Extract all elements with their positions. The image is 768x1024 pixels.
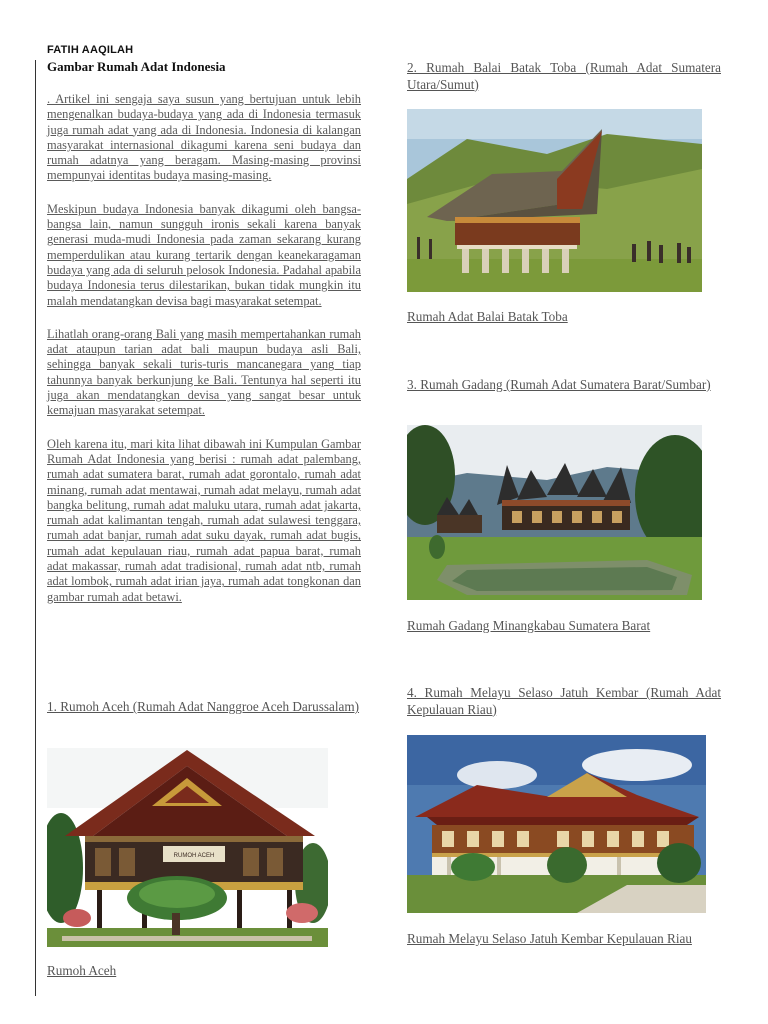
left-column — [47, 92, 361, 623]
intro-paragraph: . Artikel ini sengaja saya susun yang bertujuan untuk lebih mengenalkan budaya-budaya yang ada di Indonesia termasuk juga rumah adat yang ada di Indonesia. Indonesia di kalangan masyarakat internasional dikagumi karena seni budaya dan rumah adatnya yang beragam. Masing-masing provinsi mempunyai identitas budaya masing-masing. — [47, 92, 361, 183]
rumah-gadang-photo — [407, 425, 702, 600]
caption-batak-toba: Rumah Adat Balai Batak Toba — [407, 309, 568, 324]
caption-rumoh-aceh: Rumoh Aceh — [47, 963, 117, 978]
body-paragraph-2: Meskipun budaya Indonesia banyak dikagumi oleh bangsa-bangsa lain, namun sungguh ironis sekali karena banyak generasi muda-mudi Indonesia pada zaman sekarang kurang memperdulikan atau kurang tertarik dengan keanekaragaman budaya yang ada di seluruh pelosok Indonesia. Padahal apabila budaya Indonesia terus dilestarikan, bukan tidak mungkin itu malah mendatangkan devisa bagi masyarakat setempat. — [47, 201, 361, 308]
margin-rule — [35, 60, 36, 996]
section-heading-batak: 2. Rumah Balai Batak Toba (Rumah Adat Sumatera Utara/Sumut) — [407, 60, 721, 92]
body-paragraph-4: Oleh karena itu, mari kita lihat dibawah ini Kumpulan Gambar Rumah Adat Indonesia yang berisi : rumah adat palembang, rumah adat sumatera barat, rumah adat gorontalo, rumah adat minang, rumah adat mentawai, rumah adat melayu, rumah adat bangka belitung, rumah adat maluku utara, rumah adat jakarta, rumah adat kalimantan tengah, rumah adat sulawesi tenggara, rumah adat banjar, rumah adat suku dayak, rumah adat bugis, rumah adat kepulauan riau, rumah adat papua barat, rumah adat makassar, rumah adat tradisional, rumah adat ntb, rumah adat lombok, rumah adat irian jaya, rumah adat tongkonan dan gambar rumah adat betawi. — [47, 436, 361, 604]
section-heading-aceh: 1. Rumoh Aceh (Rumah Adat Nanggroe Aceh Darussalam) — [47, 699, 360, 714]
section-heading-gadang: 3. Rumah Gadang (Rumah Adat Sumatera Barat/Sumbar) — [407, 377, 711, 392]
body-paragraph-3: Lihatlah orang-orang Bali yang masih mempertahankan rumah adat ataupun tarian adat bali maupun budaya asli Bali, sehingga banyak sekali turis-turis mancanegara yang tiap tahunnya banyak berkunjung ke Bali. Tentunya hal seperti itu juga akan mendatangkan devisa yang sangat besar untuk kemajuan masyarakat setempat. — [47, 326, 361, 418]
section-heading-melayu: 4. Rumah Melayu Selaso Jatuh Kembar (Rumah Adat Kepulauan Riau) — [407, 685, 721, 717]
rumoh-aceh-photo — [47, 748, 328, 947]
caption-rumah-melayu: Rumah Melayu Selaso Jatuh Kembar Kepulauan Riau — [407, 931, 692, 946]
house-sign-text: RUMOH ACEH — [173, 853, 215, 859]
batak-toba-photo — [407, 109, 702, 292]
caption-rumah-gadang: Rumah Gadang Minangkabau Sumatera Barat — [407, 618, 651, 633]
author-name: FATIH AAQILAH — [47, 44, 134, 56]
rumah-melayu-photo — [407, 735, 706, 913]
document-title: Gambar Rumah Adat Indonesia — [47, 59, 226, 74]
